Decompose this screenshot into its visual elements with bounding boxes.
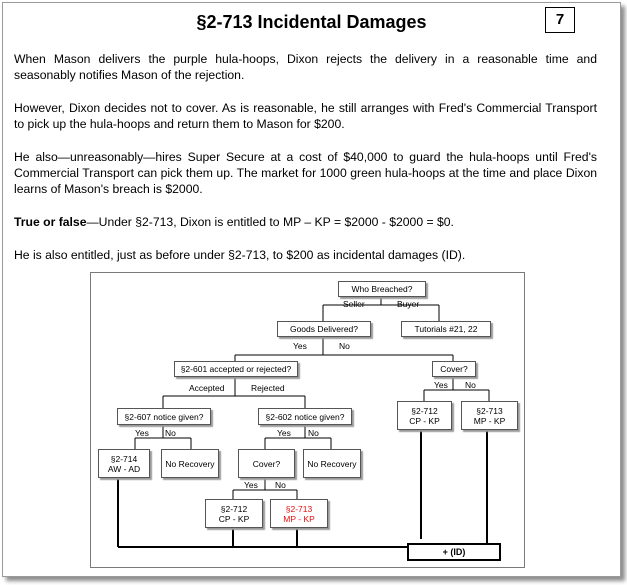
- label-607-no: No: [165, 428, 176, 438]
- label-cover2-no: No: [275, 480, 286, 490]
- node-who-breached: Who Breached?: [338, 281, 426, 297]
- label-cover2-yes: Yes: [244, 480, 258, 490]
- node-notice-607: §2-607 notice given?: [117, 408, 211, 425]
- label-rejected: Rejected: [251, 383, 285, 393]
- node-713-bottom: [270, 499, 328, 528]
- label-seller: Seller: [343, 299, 365, 309]
- true-false-label: True or false: [14, 215, 87, 229]
- node-cover-buyer: Cover?: [432, 361, 476, 377]
- node-712-bottom: [205, 499, 263, 528]
- slide-title: §2-713 Incidental Damages: [196, 12, 427, 32]
- node-cover-rejected: Cover?: [238, 449, 295, 478]
- paragraph-no-cover: However, Dixon decides not to cover. As is reasonable, he still arranges with Fred's Commercial Transport to pick up the hula-hoops and return them to Mason for $200.: [14, 101, 597, 131]
- node-714-formula: AW - AD: [107, 463, 141, 474]
- node-713-bottom-code: §2-713: [285, 503, 313, 514]
- node-no-recovery-1: No Recovery: [161, 449, 219, 478]
- paragraph-rejection: When Mason delivers the purple hula-hoops, Dixon rejects the delivery in a reasonable time and seasonably notifies Mason of the rejection.: [14, 52, 597, 82]
- label-cover-yes: Yes: [434, 380, 448, 390]
- paragraph-incidental: He is also entitled, just as before under §2-713, to $200 as incidental damages (ID).: [14, 248, 466, 262]
- label-goods-yes: Yes: [293, 341, 307, 351]
- node-no-recovery-2: No Recovery: [303, 449, 361, 478]
- label-goods-no: No: [339, 341, 350, 351]
- page-number: 7: [545, 7, 575, 33]
- node-713-right: [461, 401, 518, 430]
- slide: [2, 2, 621, 577]
- paragraph-true-false: [14, 214, 597, 230]
- node-714-code: §2-714: [110, 453, 138, 464]
- node-713-right-code: §2-713: [476, 405, 503, 416]
- node-goods-delivered: Goods Delivered?: [277, 321, 371, 337]
- node-712-right: [397, 401, 452, 430]
- node-notice-602: §2-602 notice given?: [258, 408, 352, 425]
- node-incidental-damages: + (ID): [407, 543, 501, 561]
- node-accepted-or-rejected: §2-601 accepted or rejected?: [174, 361, 298, 377]
- decision-tree-diagram: [90, 272, 525, 568]
- node-713-right-formula: MP - KP: [473, 415, 506, 426]
- node-712-right-formula: CP - KP: [409, 415, 440, 426]
- label-accepted: Accepted: [189, 383, 225, 393]
- label-602-yes: Yes: [277, 428, 291, 438]
- node-tutorials: Tutorials #21, 22: [401, 321, 491, 337]
- node-712-bottom-formula: CP - KP: [218, 513, 250, 524]
- true-false-statement: —Under §2-713, Dixon is entitled to MP – KP = $2000 - $2000 = $0.: [86, 215, 454, 229]
- node-714: [98, 449, 150, 478]
- node-712-right-code: §2-712: [411, 405, 438, 416]
- label-cover-no: No: [465, 380, 476, 390]
- node-713-bottom-formula: MP - KP: [283, 513, 315, 524]
- label-602-no: No: [308, 428, 319, 438]
- node-712-bottom-code: §2-712: [220, 503, 248, 514]
- paragraph-guard-cost: He also—unreasonably—hires Super Secure at a cost of $40,000 to guard the hula-hoops until Fred's Commercial Transport can pick them up. The market for 1000 green hula-hoops at the time and place Dixon learns of Mason's breach is $2000.: [14, 150, 597, 196]
- label-607-yes: Yes: [135, 428, 149, 438]
- label-buyer: Buyer: [397, 299, 420, 309]
